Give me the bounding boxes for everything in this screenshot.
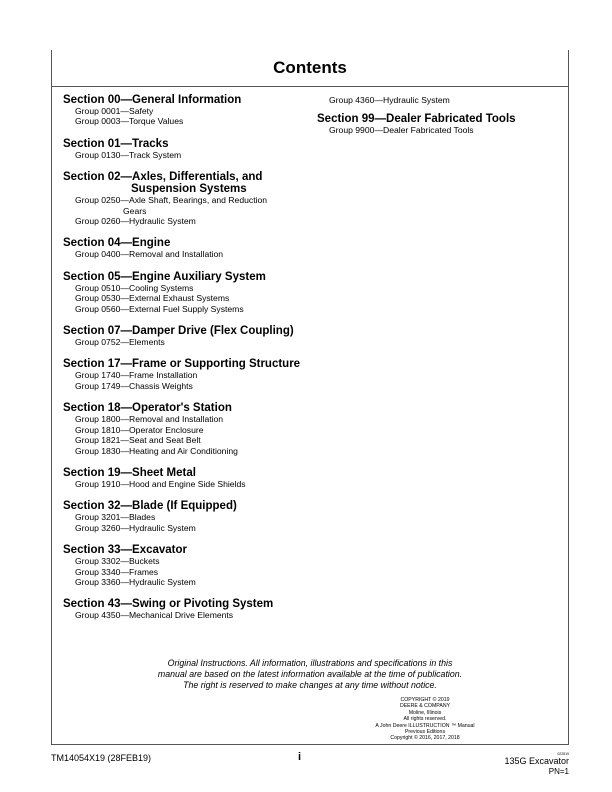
section-title-line2: Suspension Systems [131,183,247,196]
copyright-line: All rights reserved. [403,716,447,723]
group-link[interactable]: Group 3201—Blades [75,512,156,523]
section-title: Section 04—Engine [63,237,171,250]
group-link[interactable]: Group 1821—Seat and Seat Belt [75,435,201,446]
section-17 [63,358,303,391]
section-title-line1: Section 02—Axles, Differentials, and [63,171,263,184]
section-05 [63,271,303,314]
section-02 [63,171,303,226]
copyright-line: Moline, Illinois [408,709,442,716]
section-33 [63,544,303,587]
section-43 [63,598,303,620]
copyright-line: A John Deere ILLUSTRUCTION ™ Manual [375,722,475,729]
copyright-line: DEERE & COMPANY [399,703,451,710]
section-title: Section 05—Engine Auxiliary System [63,270,266,283]
notice-line: The right is reserved to make changes at any time without notice. [183,680,437,690]
section-title: Section 07—Damper Drive (Flex Coupling) [63,325,294,338]
contents-left-column [63,94,303,632]
copyright-line: Copyright © 2016, 2017, 2018 [390,735,460,742]
group-link[interactable]: Group 0400—Removal and Installation [75,249,224,260]
document-id: TM14054X19 (28FEB19) [51,753,152,763]
group-link[interactable]: Group 0130—Track System [75,149,182,160]
section-title: Section 33—Excavator [63,544,188,557]
group-link[interactable]: Group 0752—Elements [75,337,165,348]
section-title: Section 32—Blade (If Equipped) [63,500,237,513]
group-link[interactable]: Group 4360—Hydraulic System [329,95,450,105]
group-link[interactable]: Group 3260—Hydraulic System [75,522,196,533]
section-00 [63,94,303,127]
group-link[interactable]: Group 1910—Hood and Engine Side Shields [75,478,246,489]
section-title: Section 17—Frame or Supporting Structure [63,358,301,371]
section-04 [63,237,303,259]
group-link[interactable]: Group 3340—Frames [75,566,159,577]
page-number: i [298,751,302,763]
group-link-text: Group 0250—Axle Shaft, Bearings, and Reduction [75,195,268,206]
section-title: Section 99—Dealer Fabricated Tools [317,113,516,126]
group-link[interactable]: Group 3302—Buckets [75,556,160,567]
section-19 [63,467,303,489]
section-title: Section 43—Swing or Pivoting System [63,598,274,611]
group-link[interactable]: Group 0001—Safety [75,106,154,116]
title-divider [51,86,569,87]
group-link[interactable]: Group 4350—Mechanical Drive Elements [75,610,234,621]
page-title: Contents [273,58,347,77]
group-link[interactable]: Group 1800—Removal and Installation [75,414,224,425]
group-link[interactable]: Group 1740—Frame Installation [75,370,198,381]
section-01 [63,138,303,160]
footer-model [504,752,569,766]
pn-number: PN=1 [548,767,569,776]
group-link[interactable]: Group 0003—Torque Values [75,116,184,127]
group-link[interactable]: Group 0560—External Fuel Supply Systems [75,303,244,314]
group-link[interactable]: Group 0510—Cooling Systems [75,282,194,293]
group-link-wrap: Gears [123,205,147,216]
group-link[interactable]: Group 1749—Chassis Weights [75,380,193,391]
copyright-block [360,697,490,742]
group-link[interactable]: Group 9900—Dealer Fabricated Tools [329,125,474,136]
section-99 [317,113,557,135]
group-link[interactable]: Group 0260—Hydraulic System [75,216,196,227]
section-title: Section 18—Operator's Station [63,402,232,415]
group-link[interactable] [63,195,303,216]
section-18 [63,402,303,456]
copyright-line: Previous Editions [404,729,446,736]
group-link[interactable]: Group 1830—Heating and Air Conditioning [75,445,238,456]
copyright-line: COPYRIGHT © 2019 [400,697,450,703]
original-instructions-notice [110,658,510,691]
footer-code: 022819 [557,752,569,756]
notice-line: manual are based on the latest information available at the time of publication. [157,669,463,679]
group-link[interactable]: Group 0530—External Exhaust Systems [75,293,230,304]
section-07 [63,325,303,347]
model-name: 135G Excavator [504,756,569,766]
section-title [63,171,303,195]
notice-line: Original Instructions. All information, illustrations and specifications in this [167,658,453,668]
section-32 [63,500,303,533]
contents-right-column [317,95,557,147]
section-title: Section 19—Sheet Metal [63,466,196,479]
section-title: Section 00—General Information [63,94,242,106]
section-title: Section 01—Tracks [63,137,169,150]
group-link[interactable]: Group 1810—Operator Enclosure [75,424,204,435]
group-link[interactable]: Group 3360—Hydraulic System [75,576,196,587]
